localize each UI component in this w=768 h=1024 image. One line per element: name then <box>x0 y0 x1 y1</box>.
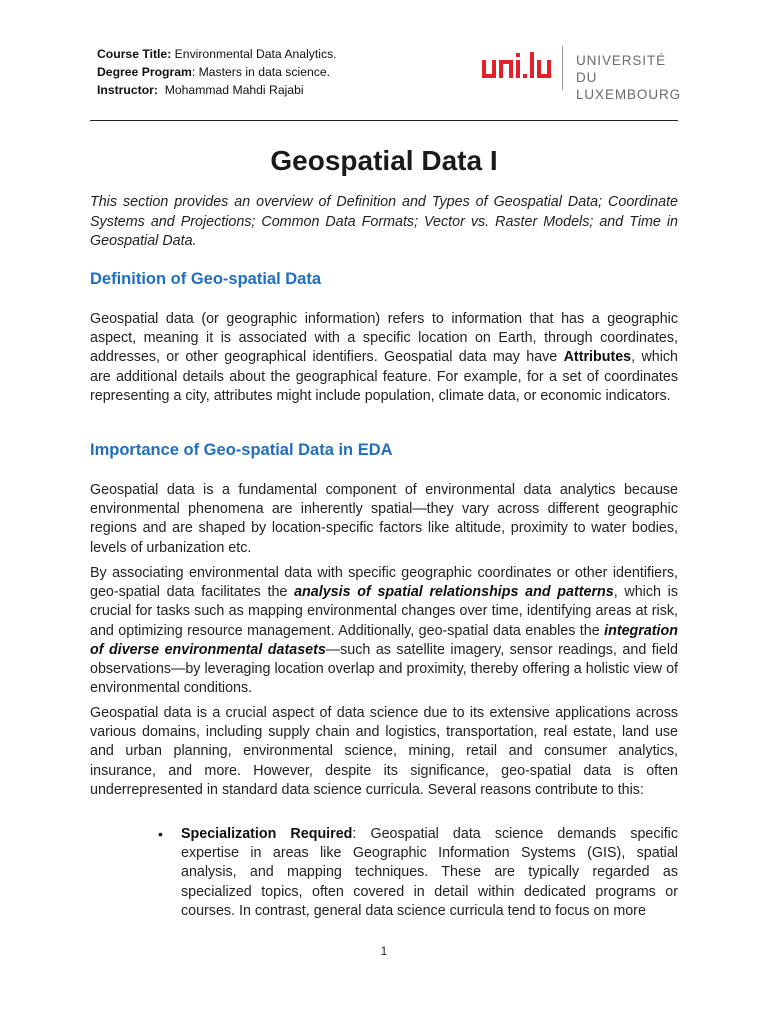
instructor-line: Instructor: Mohammad Mahdi Rajabi <box>97 83 304 97</box>
course-meta <box>97 45 337 99</box>
university-name: UNIVERSITÉ DU LUXEMBOURG <box>576 53 682 102</box>
logo-divider <box>562 46 563 90</box>
importance-paragraph-3: Geospatial data is a crucial aspect of data science due to its extensive applications across various domains, including supply chain and logistics, transportation, real estate, land use and urban planning, environmental science, mining, retail and consumer analytics, insurance, and more. However, despite its significance, geo-spatial data is often underrepresented in standard data science curricula. Several reasons contribute to this: <box>90 705 678 798</box>
page-title: Geospatial Data I <box>270 145 498 176</box>
importance-paragraph-2: By associating environmental data with specific geographic coordinates or other identifiers, geo-spatial data facilitates the analysis of spatial relationships and patterns, which is crucial for tasks such as mapping environmental changes over time, identifying areas at risk, and optimizing resource management. Additionally, geo-spatial data enables the integration of diverse environmental datasets—such as satellite imagery, sensor readings, and field observations—by leveraging location overlap and proximity, thereby offering a holistic view of environmental conditions. <box>90 565 679 697</box>
bullet-marker: • <box>158 826 163 842</box>
course-title-line: Course Title: Environmental Data Analytics. <box>97 47 337 61</box>
degree-program-line: Degree Program: Masters in data science. <box>97 65 331 79</box>
page-number: 1 <box>380 944 388 958</box>
uni-lu-wordmark <box>480 50 552 84</box>
bullet-item-specialization: Specialization Required: Geospatial data science demands specific expertise in areas like Geographic Information Systems (GIS), spatial analysis, and mapping techniques. These are typically regarded as specialized topics, often covered in detail within dedicated programs or courses. In contrast, general data science curricula tend to focus on more <box>181 826 678 919</box>
header-rule <box>90 120 678 121</box>
section-heading-definition: Definition of Geo-spatial Data <box>90 270 322 288</box>
intro-paragraph: This section provides an overview of Definition and Types of Geospatial Data; Coordinate Systems and Projections; Common Data Formats; Vector vs. Raster Models; and Time in Geospatial Data. <box>90 194 678 249</box>
section-heading-importance: Importance of Geo-spatial Data in EDA <box>90 441 393 459</box>
definition-paragraph: Geospatial data (or geographic information) refers to information that has a geographic aspect, meaning it is associated with a specific location on Earth, through coordinates, addresses, or other geographical identifiers. Geospatial data may have Attributes, which are additional details about the geographical feature. For example, for a set of coordinates representing a city, attributes might include population, climate data, or economic indicators. <box>90 311 678 404</box>
importance-paragraph-1: Geospatial data is a fundamental component of environmental data analytics because environmental phenomena are inherently spatial—they vary across different geographic regions and are shaped by location-specific factors like altitude, proximity to water bodies, levels of urbanization etc. <box>90 482 678 556</box>
university-logo <box>480 44 682 102</box>
